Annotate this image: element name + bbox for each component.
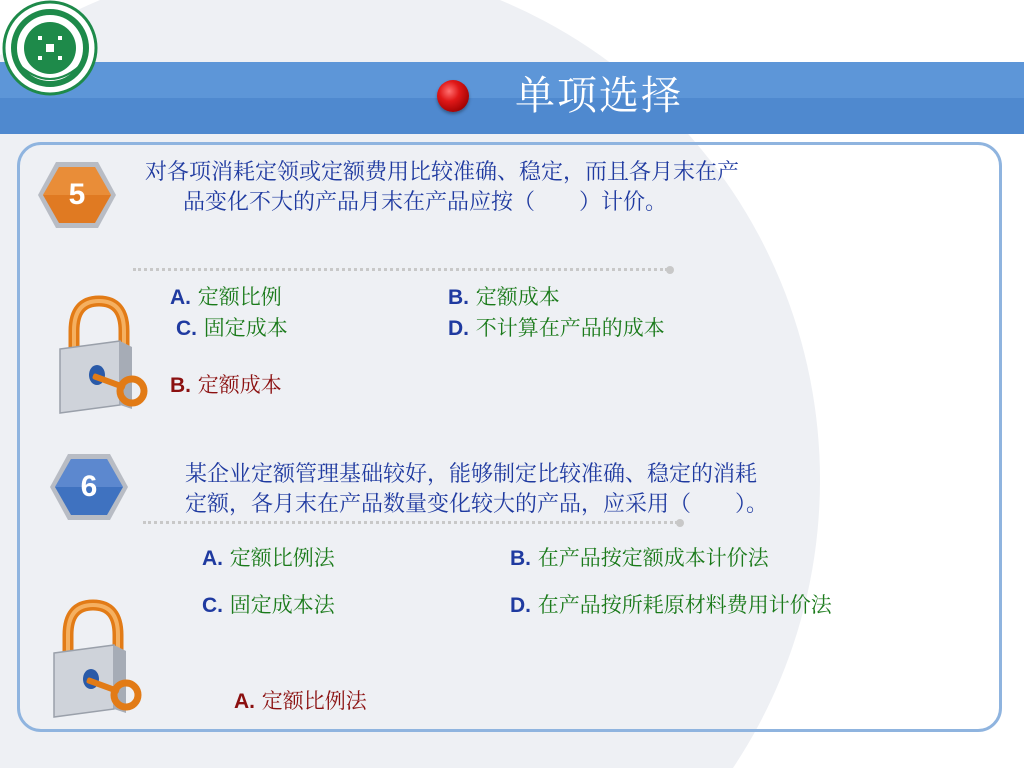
option-separator: . <box>463 286 470 309</box>
answer-letter: B <box>170 374 186 397</box>
question-number-badge <box>36 160 118 230</box>
answer-letter: A <box>234 690 250 713</box>
page-title: 单项选择 <box>515 73 683 119</box>
answer-separator: . <box>185 374 192 397</box>
question-line: 定额，各月末在产品数量变化较大的产品，应采用（ ）。 <box>185 492 769 517</box>
option-a[interactable] <box>170 281 282 311</box>
content-frame <box>17 142 1002 732</box>
question-line: 品变化不大的产品月末在产品应按（ ）计价。 <box>183 190 668 215</box>
answer <box>234 685 367 715</box>
option-b[interactable] <box>510 542 769 572</box>
option-text: 固定成本 <box>203 316 288 340</box>
option-text: 固定成本法 <box>229 593 335 617</box>
option-d[interactable] <box>448 312 665 342</box>
option-separator: . <box>463 317 470 340</box>
option-b[interactable] <box>448 281 560 311</box>
question-number: 6 <box>80 470 98 503</box>
option-separator: . <box>525 547 532 570</box>
padlock-key-icon <box>52 293 152 423</box>
option-c[interactable] <box>176 312 288 342</box>
answer-text: 定额成本 <box>197 373 282 397</box>
question-line: 某企业定额管理基础较好，能够制定比较准确、稳定的消耗 <box>185 462 758 487</box>
option-letter: B <box>448 286 464 309</box>
divider-dot <box>676 519 684 527</box>
title-bullet-icon <box>437 80 469 112</box>
question-number: 5 <box>68 178 86 211</box>
option-letter: A <box>202 547 218 570</box>
question-line: 对各项消耗定领或定额费用比较准确、稳定，而且各月末在产 <box>145 160 740 185</box>
option-letter: A <box>170 286 186 309</box>
school-logo-icon <box>2 0 98 96</box>
option-text: 在产品按定额成本计价法 <box>537 546 769 570</box>
option-a[interactable] <box>202 542 335 572</box>
option-separator: . <box>525 594 532 617</box>
divider <box>143 521 678 524</box>
divider-dot <box>666 266 674 274</box>
option-letter: D <box>448 317 464 340</box>
option-separator: . <box>217 594 224 617</box>
option-text: 不计算在产品的成本 <box>475 316 665 340</box>
option-c[interactable] <box>202 589 335 619</box>
padlock-key-icon <box>46 597 146 727</box>
option-letter: C <box>202 594 218 617</box>
option-letter: D <box>510 594 526 617</box>
answer-text: 定额比例法 <box>261 689 367 713</box>
option-text: 定额比例 <box>197 285 282 309</box>
header-band-highlight <box>0 62 1024 98</box>
option-letter: C <box>176 317 192 340</box>
option-separator: . <box>191 317 198 340</box>
option-text: 定额成本 <box>475 285 560 309</box>
answer-separator: . <box>249 690 256 713</box>
question-number-badge <box>48 452 130 522</box>
option-d[interactable] <box>510 589 832 619</box>
option-separator: . <box>185 286 192 309</box>
divider <box>133 268 668 271</box>
option-separator: . <box>217 547 224 570</box>
option-text: 在产品按所耗原材料费用计价法 <box>537 593 832 617</box>
option-text: 定额比例法 <box>229 546 335 570</box>
option-letter: B <box>510 547 526 570</box>
answer <box>170 369 282 399</box>
question-text <box>185 460 768 520</box>
question-text <box>145 158 739 218</box>
